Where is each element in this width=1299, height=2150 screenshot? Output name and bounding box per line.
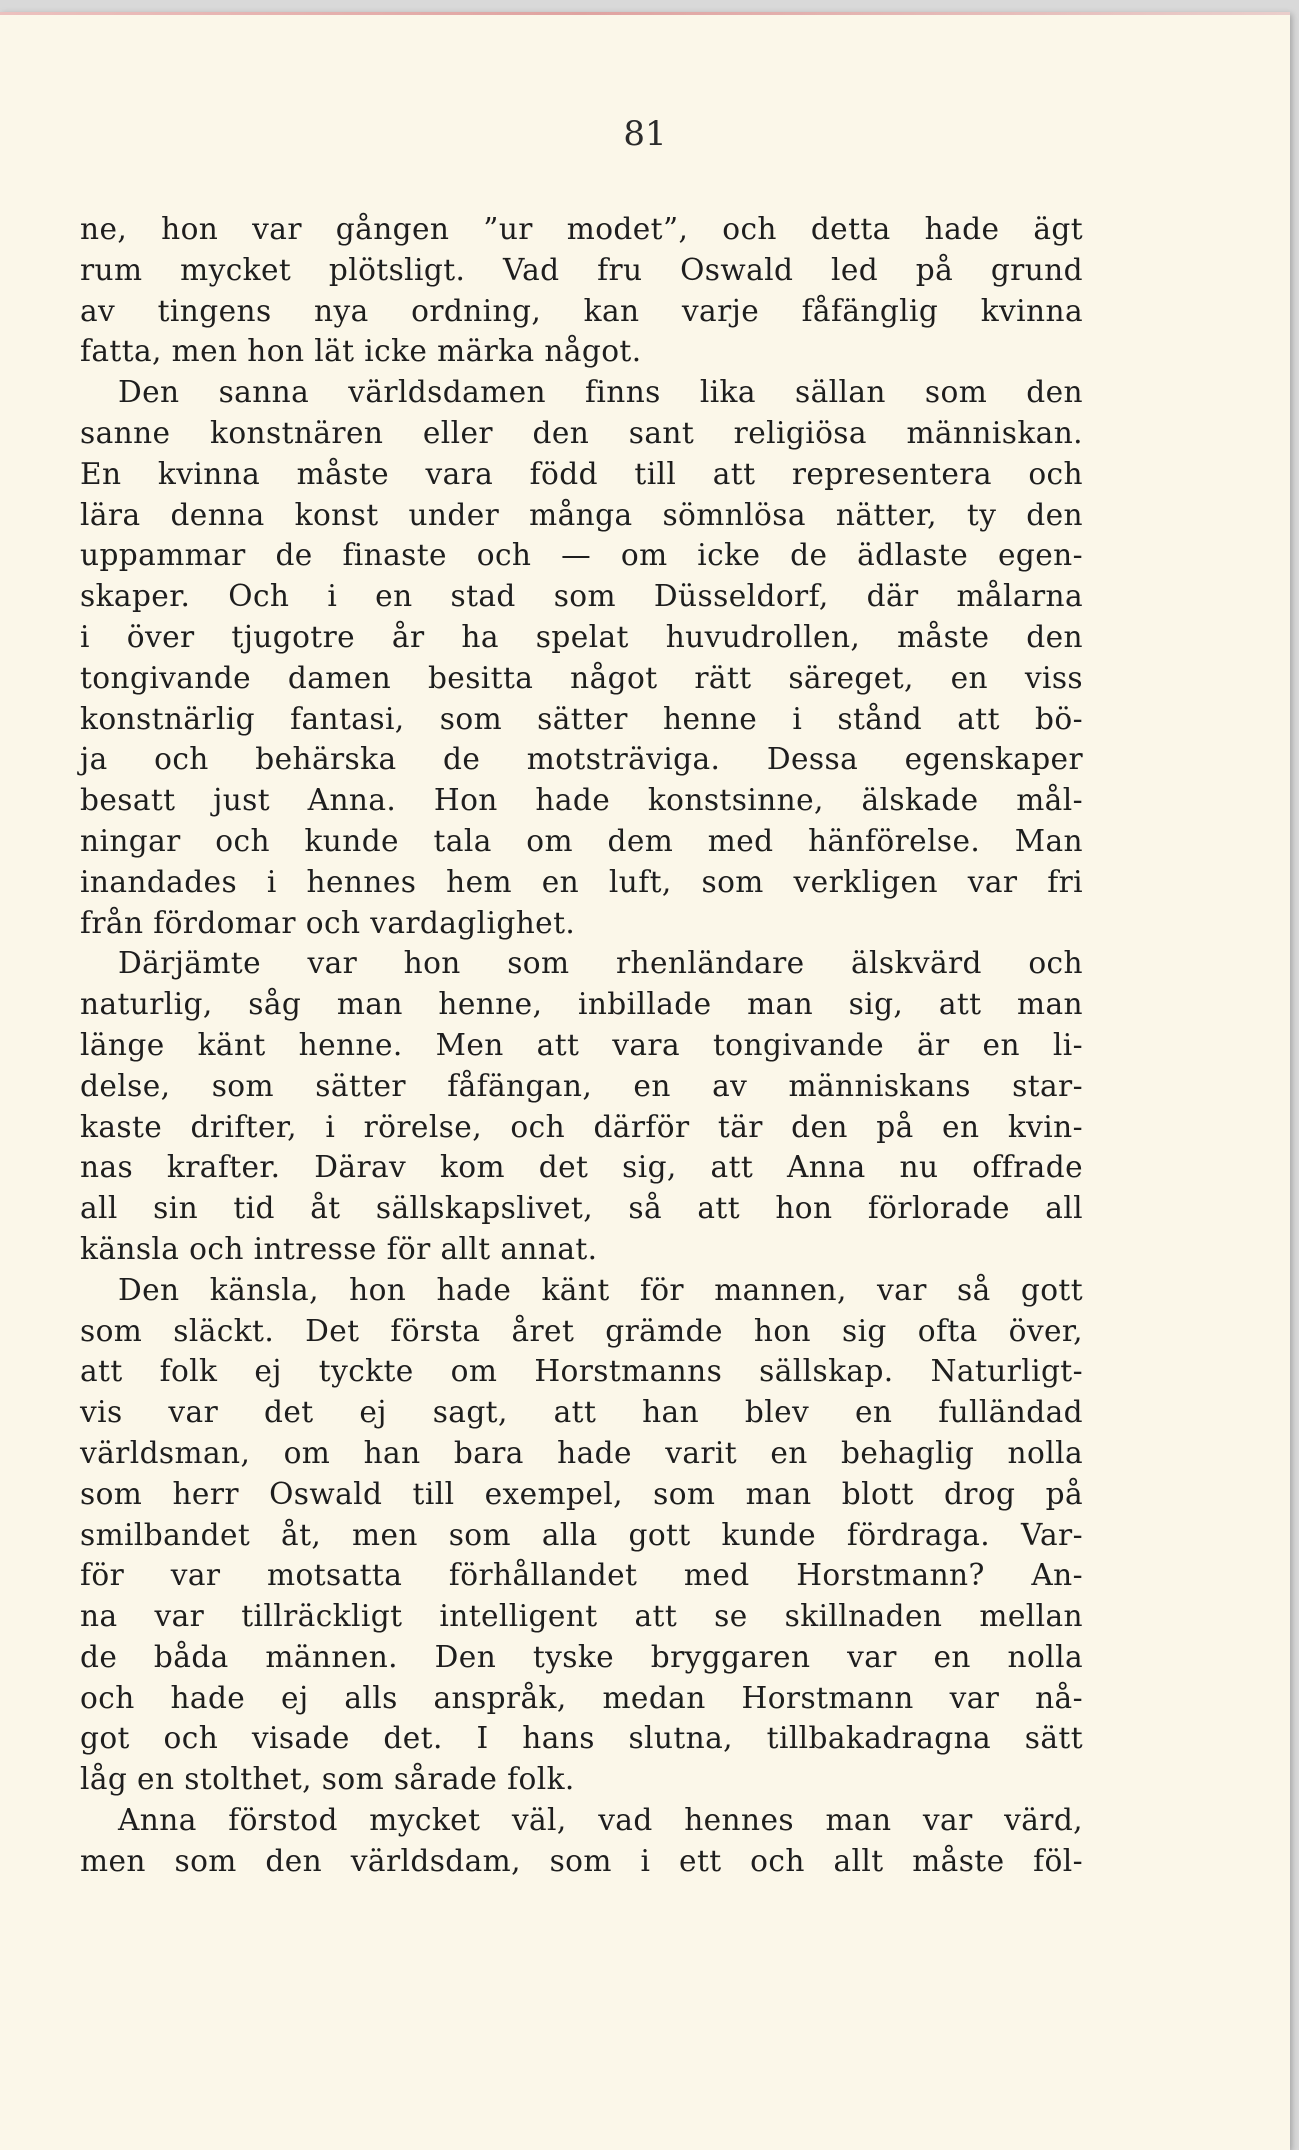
text-line: uppammar de finaste och — om icke de ädlaste egen- — [80, 538, 1083, 573]
text-line: att folk ej tyckte om Horstmanns sällskap. Naturligt- — [80, 1354, 1083, 1389]
text-line: kaste drifter, i rörelse, och därför tär den på en kvin- — [80, 1109, 1083, 1144]
text-line: skaper. Och i en stad som Düsseldorf, där målarna — [80, 579, 1083, 614]
text-line: tongivande damen besitta något rätt säreget, en viss — [80, 660, 1083, 695]
text-line: i över tjugotre år ha spelat huvudrollen, måste den — [80, 619, 1083, 654]
text-line: fatta, men hon lät icke märka något. — [80, 334, 642, 369]
text-line: besatt just Anna. Hon hade konstsinne, älskade mål- — [80, 783, 1083, 818]
text-line: Därjämte var hon som rhenländare älskvärd och — [118, 946, 1083, 981]
text-line: naturlig, såg man henne, inbillade man sig, att man — [80, 987, 1083, 1022]
text-line: got och visade det. I hans slutna, tillbakadragna sätt — [80, 1721, 1083, 1756]
text-line: känsla och intresse för allt annat. — [80, 1231, 598, 1266]
text-line: av tingens nya ordning, kan varje fåfänglig kvinna — [80, 293, 1083, 328]
text-line: lära denna konst under många sömnlösa nätter, ty den — [80, 497, 1083, 532]
text-line: för var motsatta förhållandet med Horstmann? An- — [80, 1558, 1083, 1593]
text-line: som herr Oswald till exempel, som man blott drog på — [80, 1476, 1083, 1511]
text-line: all sin tid åt sällskapslivet, så att hon förlorade all — [80, 1191, 1083, 1226]
text-line: na var tillräckligt intelligent att se skillnaden mellan — [80, 1599, 1083, 1634]
page-number: 81 — [623, 114, 667, 154]
text-line: länge känt henne. Men att vara tongivande är en li- — [80, 1027, 1083, 1062]
body-text — [80, 209, 1083, 1882]
text-line: men som den världsdam, som i ett och allt måste föl- — [80, 1843, 1083, 1878]
text-line: som släckt. Det första året grämde hon sig ofta över, — [80, 1313, 1083, 1348]
text-line: Den sanna världsdamen finns lika sällan som den — [118, 375, 1083, 410]
text-line: En kvinna måste vara född till att representera och — [80, 456, 1083, 491]
text-line: Anna förstod mycket väl, vad hennes man var värd, — [118, 1803, 1083, 1838]
text-line: från fördomar och vardaglighet. — [80, 905, 576, 940]
text-line: och hade ej alls anspråk, medan Horstmann var nå- — [80, 1680, 1083, 1715]
text-line: ningar och kunde tala om dem med hänförelse. Man — [80, 823, 1083, 858]
text-line: ja och behärska de motsträviga. Dessa egenskaper — [80, 742, 1083, 777]
text-line: nas krafter. Därav kom det sig, att Anna nu offrade — [80, 1150, 1083, 1185]
text-line: de båda männen. Den tyske bryggaren var en nolla — [80, 1639, 1083, 1674]
text-line: konstnärlig fantasi, som sätter henne i stånd att bö- — [80, 701, 1083, 736]
text-line: låg en stolthet, som sårade folk. — [80, 1762, 575, 1797]
text-line: Den känsla, hon hade känt för mannen, var så gott — [118, 1272, 1083, 1307]
text-line: vis var det ej sagt, att han blev en fulländad — [80, 1395, 1083, 1430]
book-page — [0, 12, 1290, 2150]
text-line: rum mycket plötsligt. Vad fru Oswald led på grund — [80, 252, 1083, 287]
text-line: smilbandet åt, men som alla gott kunde fördraga. Var- — [80, 1517, 1083, 1552]
top-edge-rule — [0, 12, 1290, 15]
text-line: sanne konstnären eller den sant religiösa människan. — [80, 415, 1083, 450]
text-line: världsman, om han bara hade varit en behaglig nolla — [80, 1435, 1083, 1470]
text-line: delse, som sätter fåfängan, en av människans star- — [80, 1068, 1083, 1103]
text-line: inandades i hennes hem en luft, som verkligen var fri — [80, 864, 1083, 899]
text-line: ne, hon var gången ”ur modet”, och detta hade ägt — [80, 212, 1083, 246]
